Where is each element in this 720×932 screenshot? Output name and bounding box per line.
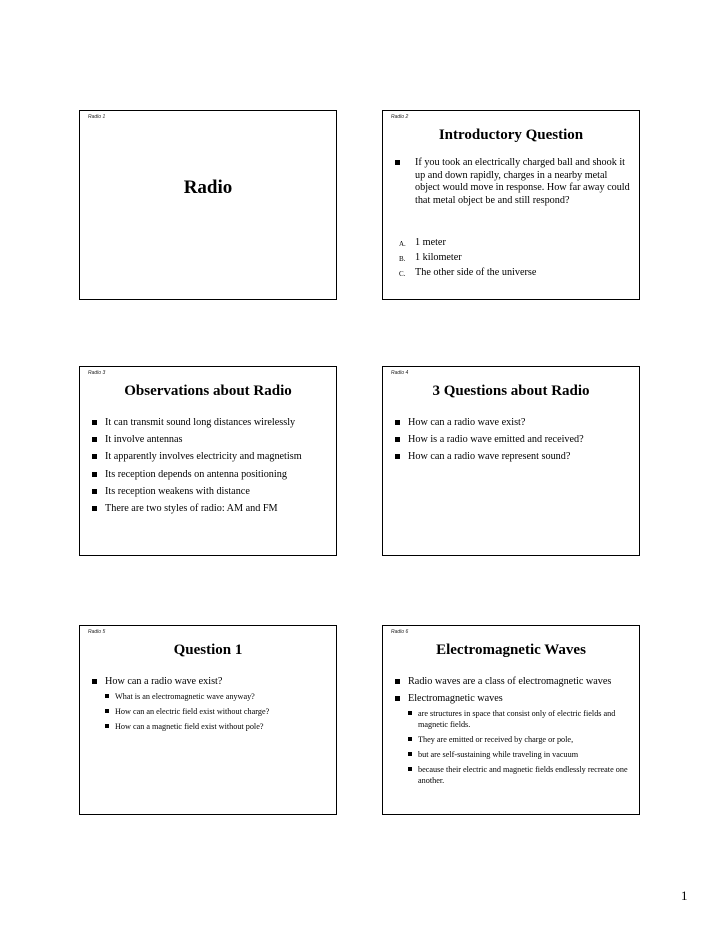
slide-6: [382, 625, 640, 815]
bullet-item: Its reception depends on antenna positioning: [92, 469, 328, 481]
slide-3: [79, 366, 337, 556]
bullet-item: How can a radio wave represent sound?: [395, 451, 631, 463]
bullet-item: It apparently involves electricity and magnetism: [92, 451, 328, 463]
option-letter: B.: [399, 255, 406, 263]
option-letter: C.: [399, 270, 406, 278]
slide-title: Observations about Radio: [124, 383, 292, 399]
slide-title: Radio: [183, 177, 233, 198]
sub-bullet-item: How can an electric field exist without charge?: [105, 706, 328, 717]
slide-1: [79, 110, 337, 300]
slide-label: Radio 6: [391, 629, 409, 635]
page-number: 1: [681, 888, 688, 903]
bullet-list: [395, 417, 631, 469]
sub-bullet-item: are structures in space that consist only of electric fields and magnetic fields.: [408, 708, 631, 730]
answer-options: [399, 237, 631, 282]
option-a: [399, 237, 631, 249]
bullet-list: [395, 676, 631, 791]
bullet-text: Electromagnetic waves: [408, 693, 503, 705]
bullet-list: [92, 417, 328, 520]
bullet-item: It involve antennas: [92, 434, 328, 446]
slide-label: Radio 1: [88, 114, 106, 120]
option-c: [399, 267, 631, 279]
bullet-item: [395, 693, 631, 786]
bullet-item: It can transmit sound long distances wirelessly: [92, 417, 328, 429]
bullet-text: How can a radio wave exist?: [105, 676, 223, 687]
option-text: 1 meter: [415, 237, 446, 248]
slide-label: Radio 3: [88, 370, 106, 376]
slide-4: [382, 366, 640, 556]
sub-bullet-list: [408, 708, 631, 786]
slide-title: Electromagnetic Waves: [436, 642, 586, 658]
bullet-item: Radio waves are a class of electromagnetic waves: [395, 676, 631, 688]
question-text: If you took an electrically charged ball and shook it up and down rapidly, charges in a nearby metal object would move in response. How far away could that metal object be and still respond?: [395, 157, 631, 207]
option-letter: A.: [399, 240, 406, 248]
sub-bullet-item: They are emitted or received by charge or pole,: [408, 734, 631, 745]
option-text: 1 kilometer: [415, 252, 462, 263]
sub-bullet-item: but are self-sustaining while traveling in vacuum: [408, 749, 631, 760]
bullet-item: There are two styles of radio: AM and FM: [92, 503, 328, 515]
slide-label: Radio 2: [391, 114, 409, 120]
option-b: [399, 252, 631, 264]
slide-label: Radio 5: [88, 629, 106, 635]
sub-bullet-list: [105, 691, 328, 732]
slide-5: [79, 625, 337, 815]
slide-title: 3 Questions about Radio: [432, 383, 590, 399]
bullet-list: [395, 157, 631, 212]
option-text: The other side of the universe: [415, 267, 537, 278]
bullet-list: [92, 676, 328, 737]
bullet-item: Its reception weakens with distance: [92, 486, 328, 498]
sub-bullet-item: How can a magnetic field exist without pole?: [105, 721, 328, 732]
sub-bullet-item: What is an electromagnetic wave anyway?: [105, 691, 328, 702]
slide-label: Radio 4: [391, 370, 409, 376]
slide-2: [382, 110, 640, 300]
slide-title: Introductory Question: [438, 127, 584, 143]
sub-bullet-item: because their electric and magnetic fields endlessly recreate one another.: [408, 764, 631, 786]
bullet-item: [92, 676, 328, 732]
bullet-item: How is a radio wave emitted and received?: [395, 434, 631, 446]
slide-title: Question 1: [173, 642, 243, 658]
bullet-item: How can a radio wave exist?: [395, 417, 631, 429]
